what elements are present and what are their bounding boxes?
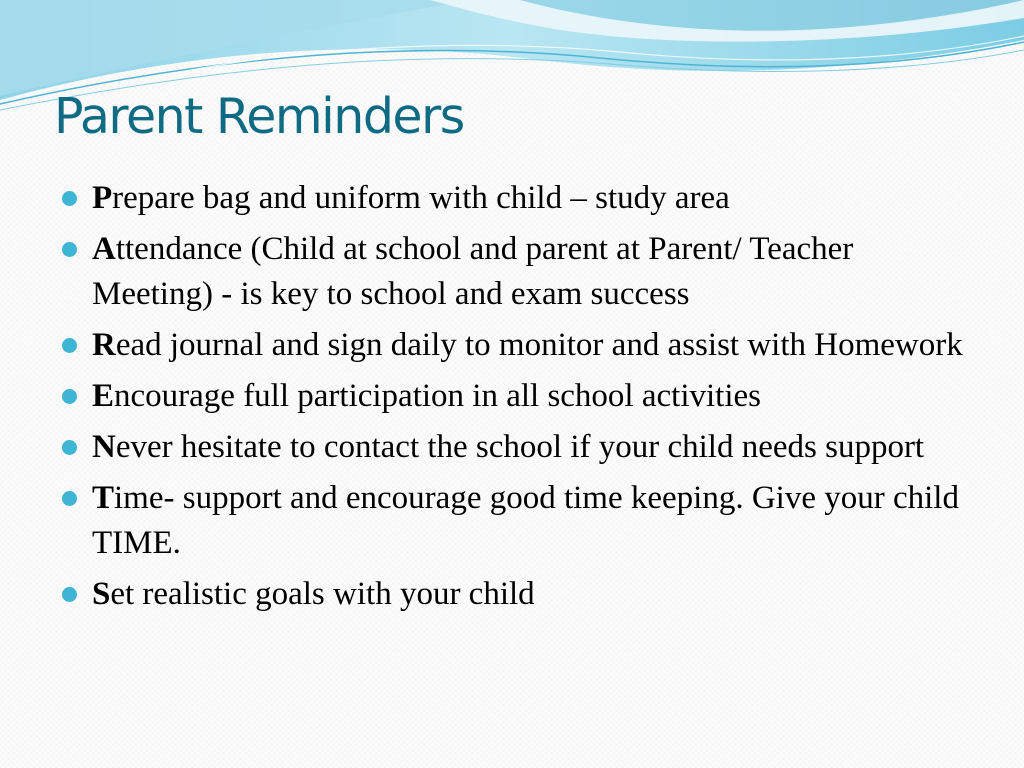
bullet-initial: P bbox=[92, 180, 113, 216]
list-item bbox=[62, 374, 982, 419]
list-item bbox=[62, 323, 982, 368]
bullet-initial: A bbox=[92, 231, 116, 267]
bullet-initial: R bbox=[92, 327, 116, 363]
bullet-text: ncourage full participation in all school activities bbox=[114, 378, 761, 414]
bullet-text: ever hesitate to contact the school if your child needs support bbox=[115, 429, 925, 465]
bullet-dot-icon bbox=[62, 491, 77, 506]
bullet-initial: E bbox=[92, 378, 115, 414]
list-item bbox=[62, 176, 982, 221]
bullet-dot-icon bbox=[62, 440, 77, 455]
list-item bbox=[62, 572, 982, 617]
bullet-text: repare bag and uniform with child – study area bbox=[112, 180, 730, 216]
bullet-dot-icon bbox=[62, 587, 77, 602]
bullet-initial: N bbox=[92, 429, 116, 465]
bullet-text: ime- support and encourage good time keeping. Give your child TIME. bbox=[92, 480, 959, 561]
bullet-text: et realistic goals with your child bbox=[110, 576, 535, 612]
bullet-dot-icon bbox=[62, 191, 77, 206]
reminder-list bbox=[62, 176, 982, 623]
list-item bbox=[62, 425, 982, 470]
list-item bbox=[62, 227, 982, 317]
bullet-dot-icon bbox=[62, 389, 77, 404]
bullet-dot-icon bbox=[62, 338, 77, 353]
slide-title: Parent Reminders bbox=[54, 88, 464, 145]
bullet-dot-icon bbox=[62, 242, 77, 257]
list-item bbox=[62, 476, 982, 566]
bullet-text: ead journal and sign daily to monitor and assist with Homework bbox=[115, 327, 963, 363]
bullet-text: ttendance (Child at school and parent at Parent/ Teacher Meeting) - is key to school and exam success bbox=[92, 231, 854, 312]
bullet-initial: T bbox=[92, 480, 115, 516]
bullet-initial: S bbox=[92, 576, 111, 612]
